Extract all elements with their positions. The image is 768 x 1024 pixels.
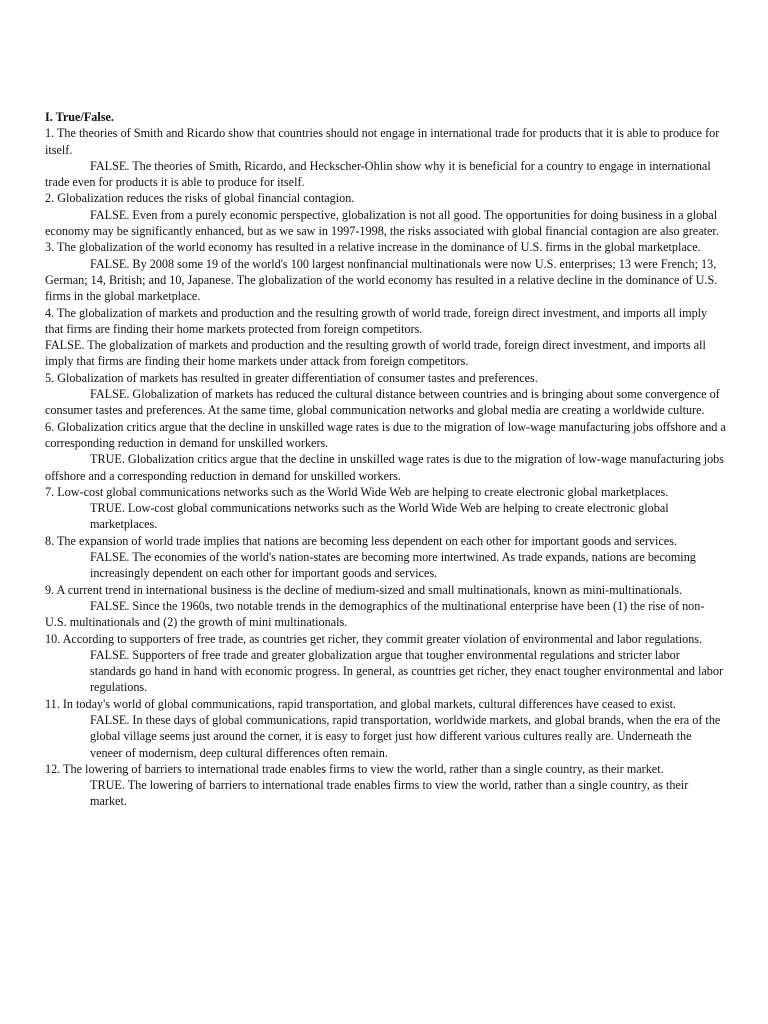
answer-text: FALSE. The economies of the world's nation-states are becoming more intertwined. As trade expands, nations are becoming increasingly dependent on each other for important goods and services.: [90, 550, 696, 581]
question-item: [45, 582, 726, 631]
question-item: [45, 533, 726, 582]
question-list: [45, 125, 726, 809]
answer-text: FALSE. In these days of global communications, rapid transportation, worldwide markets, and global brands, when the era of the global village seems just around the corner, it is easy to forget just how different various cultures really are. Underneath the veneer of modernism, deep cultural differences often remain.: [90, 712, 721, 760]
question-item: [45, 305, 726, 370]
answer-text: TRUE. Low-cost global communications networks such as the World Wide Web are helping to create electronic global marketplaces.: [90, 501, 669, 532]
question-text: 4. The globalization of markets and production and the resulting growth of world trade, foreign direct investment, and imports all imply that firms are finding their home markets protected from foreign competitors.: [45, 305, 708, 336]
question-text: 2. Globalization reduces the risks of global financial contagion.: [45, 191, 355, 206]
question-item: [45, 125, 726, 190]
question-item: [45, 696, 726, 761]
answer-text: FALSE. Globalization of markets has reduced the cultural distance between countries and is bringing about some convergence of consumer tastes and preferences. At the same time, global communication networks and global media are creating a worldwide culture.: [45, 387, 720, 418]
question-item: [45, 190, 726, 239]
question-text: 12. The lowering of barriers to international trade enables firms to view the world, rather than a single country, as their market.: [45, 761, 664, 776]
section-heading: I. True/False.: [45, 110, 114, 124]
question-item: [45, 370, 726, 419]
question-text: 1. The theories of Smith and Ricardo show that countries should not engage in international trade for products that it is able to produce for itself.: [45, 126, 720, 157]
question-text: 5. Globalization of markets has resulted in greater differentiation of consumer tastes and preferences.: [45, 370, 538, 385]
question-item: [45, 484, 726, 533]
document-body: [45, 109, 726, 810]
question-text: 11. In today's world of global communications, rapid transportation, and global markets, cultural differences have ceased to exist.: [45, 696, 677, 711]
question-text: 10. According to supporters of free trade, as countries get richer, they commit greater violation of environmental and labor regulations.: [45, 631, 703, 646]
answer-text: TRUE. Globalization critics argue that the decline in unskilled wage rates is due to the migration of low-wage manufacturing jobs offshore and a corresponding reduction in demand for unskilled workers.: [45, 452, 725, 483]
answer-text: FALSE. Since the 1960s, two notable trends in the demographics of the multinational enterprise have been (1) the rise of non-U.S. multinationals and (2) the growth of mini multinationals.: [45, 598, 705, 630]
question-item: [45, 419, 726, 484]
question-item: [45, 631, 726, 696]
question-text: 7. Low-cost global communications networks such as the World Wide Web are helping to create electronic global marketplaces.: [45, 484, 669, 499]
answer-text: FALSE. The globalization of markets and production and the resulting growth of world trade, foreign direct investment, and imports all imply that firms are finding their home markets under attack from foreign competitors.: [45, 338, 706, 369]
question-text: 9. A current trend in international business is the decline of medium-sized and small multinationals, known as mini-multinationals.: [45, 582, 683, 597]
question-text: 8. The expansion of world trade implies that nations are becoming less dependent on each other for important goods and services.: [45, 533, 677, 548]
question-item: [45, 761, 726, 810]
question-text: 6. Globalization critics argue that the decline in unskilled wage rates is due to the migration of low-wage manufacturing jobs offshore and a corresponding reduction in demand for unskilled workers.: [45, 419, 726, 450]
answer-text: FALSE. The theories of Smith, Ricardo, and Heckscher-Ohlin show why it is beneficial for a country to engage in international trade even for products it is able to produce for itself.: [45, 158, 711, 190]
answer-text: TRUE. The lowering of barriers to international trade enables firms to view the world, rather than a single country, as their market.: [90, 778, 689, 809]
question-item: [45, 239, 726, 304]
answer-text: FALSE. Even from a purely economic perspective, globalization is not all good. The opportunities for doing business in a global economy may be significantly enhanced, but as we saw in 1997-1998, the risks associated with global financial contagion are also greater.: [45, 207, 719, 239]
answer-text: FALSE. Supporters of free trade and greater globalization argue that tougher environmental regulations and stricter labor standards go hand in hand with economic progress. In general, as countries get richer, they enact tougher environmental and labor regulations.: [90, 647, 724, 695]
answer-text: FALSE. By 2008 some 19 of the world's 100 largest nonfinancial multinationals were now U.S. enterprises; 13 were French; 13, German; 14, British; and 10, Japanese. The globalization of the world economy has resulted in a relative decline in the dominance of U.S. firms in the global marketplace.: [45, 256, 718, 304]
question-text: 3. The globalization of the world economy has resulted in a relative increase in the dominance of U.S. firms in the global marketplace.: [45, 240, 701, 255]
